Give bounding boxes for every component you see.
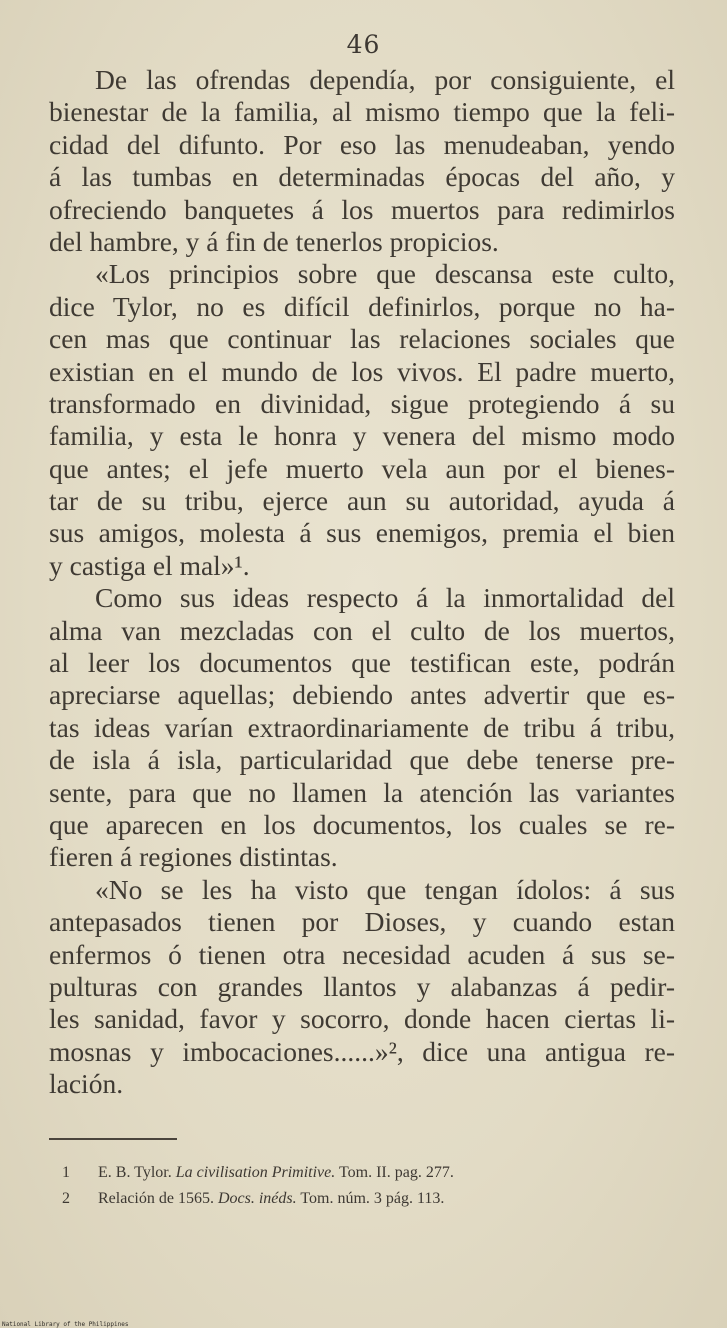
body-text-line: fieren á regiones distintas. [49, 841, 338, 873]
body-text-line: antepasados tienen por Dioses, y cuando estan [49, 906, 675, 938]
body-text-line: transformado en divinidad, sigue protegiendo á su [49, 387, 675, 419]
body-text [49, 64, 675, 1101]
library-credit: National Library of the Philippines [2, 1321, 129, 1328]
body-text-line: tar de su tribu, ejerce aun su autoridad, ayuda á [49, 485, 675, 517]
footnote-title: Docs. inéds. [217, 1190, 297, 1207]
page-number: 46 [346, 30, 381, 59]
body-text-line: á las tumbas en determinadas épocas del año, y [49, 161, 675, 193]
footnote-2 [62, 1186, 662, 1212]
body-text-line: pulturas con grandes llantos y alabanzas á pedir- [49, 970, 675, 1002]
body-text-line: al leer los documentos que testifican este, podrán [49, 647, 675, 679]
body-text-line: del hambre, y á fin de tenerlos propicios. [49, 225, 499, 257]
footnote-number: 1 [62, 1164, 70, 1181]
body-text-line: y castiga el mal»¹. [49, 549, 250, 581]
body-text-line: existian en el mundo de los vivos. El padre muerto, [49, 355, 675, 387]
body-text-line: enfermos ó tienen otra necesidad acuden á sus se- [49, 938, 675, 970]
body-text-line: alma van mezcladas con el culto de los muertos, [49, 614, 675, 646]
body-text-line: sente, para que no llamen la atención las variantes [49, 776, 675, 808]
body-text-line: de isla á isla, particularidad que debe tenerse pre- [49, 744, 675, 776]
body-text-line: De las ofrendas dependía, por consiguiente, el [95, 64, 675, 95]
body-text-line: apreciarse aquellas; debiendo antes advertir que es- [49, 679, 675, 711]
body-text-line: sus amigos, molesta á sus enemigos, premia el bien [49, 517, 675, 549]
body-text-line: que antes; el jefe muerto vela aun por el bienes- [49, 452, 675, 484]
footnote-title: La civilisation Primitive. [175, 1164, 336, 1181]
body-text-line: lación. [49, 1068, 124, 1100]
footnote-text: E. B. Tylor. [98, 1164, 176, 1181]
body-text-line: cidad del difunto. Por eso las menudeaban, yendo [49, 128, 675, 160]
body-text-line: mosnas y imbocaciones......»², dice una antigua re- [49, 1035, 675, 1067]
body-text-line: cen mas que continuar las relaciones sociales que [49, 323, 675, 355]
footnotes [62, 1160, 662, 1212]
footnote-separator-rule [49, 1138, 177, 1140]
body-text-line: dice Tylor, no es difícil definirlos, porque no ha- [49, 290, 675, 322]
body-text-line: tas ideas varían extraordinariamente de tribu á tribu, [49, 711, 675, 743]
body-text-line: «No se les ha visto que tengan ídolos: á sus [95, 873, 675, 905]
footnote-text: Tom. II. pag. 277. [335, 1164, 454, 1181]
footnote-text: Relación de 1565. [98, 1190, 218, 1207]
footnote-1 [62, 1160, 662, 1186]
body-text-line: bienestar de la familia, al mismo tiempo que la feli- [49, 96, 675, 128]
footnote-text: Tom. núm. 3 pág. 113. [296, 1190, 445, 1207]
body-text-line: familia, y esta le honra y venera del mismo modo [49, 420, 675, 452]
body-text-line: «Los principios sobre que descansa este culto, [95, 258, 675, 290]
body-text-line: Como sus ideas respecto á la inmortalidad del [95, 582, 675, 614]
footnote-number: 2 [62, 1190, 70, 1207]
body-text-line: ofreciendo banquetes á los muertos para redimirlos [49, 193, 675, 225]
body-text-line: les sanidad, favor y socorro, donde hacen ciertas li- [49, 1003, 675, 1035]
body-text-line: que aparecen en los documentos, los cuales se re- [49, 808, 675, 840]
